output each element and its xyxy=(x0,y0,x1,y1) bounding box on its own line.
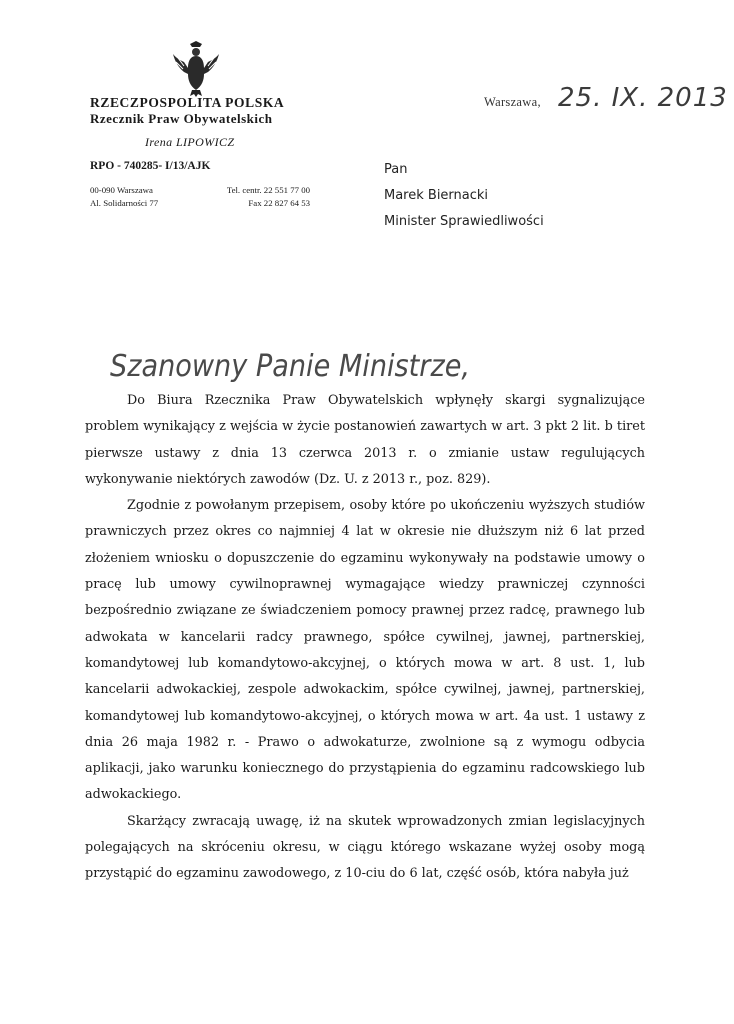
recipient-block xyxy=(384,157,544,235)
body-paragraph: Skarżący zwracają uwagę, iż na skutek wprowadzonych zmian legislacyjnych polegających na skróceniu okresu, w ciągu którego wskazane wyżej osoby mogą przystąpić do egzaminu zawodowego, z 10-ciu do 6 lat, część osób, która nabyła już xyxy=(85,813,645,882)
office-name: Rzecznik Praw Obywatelskich xyxy=(90,111,273,126)
reference-number: RPO - 740285- I/13/AJK xyxy=(90,160,211,172)
eagle-emblem-icon xyxy=(170,40,222,98)
postal-address xyxy=(90,184,158,210)
recipient-position: Minister Sprawiedliwości xyxy=(384,214,544,229)
handwritten-date xyxy=(556,78,728,118)
ombudsman-name: Irena LIPOWICZ xyxy=(145,135,235,149)
phone-number: Tel. centr. 22 551 77 00 xyxy=(226,185,310,195)
handwritten-salutation-text: Szanowny Panie Ministrze, xyxy=(110,349,470,384)
recipient-title: Pan xyxy=(384,162,408,177)
address-line: Al. Solidarności 77 xyxy=(90,198,159,208)
dateline-place: Warszawa, xyxy=(484,95,541,109)
body-paragraph: Zgodnie z powołanym przepisem, osoby które po ukończeniu wyższych studiów prawniczych przez okres co najmniej 4 lat w okresie nie dłuższym niż 6 lat przed złożeniem wniosku o dopuszczenie do egzaminu wykonywały na podstawie umowy o pracę lub umowy cywilnoprawnej wymagające wiedzy prawniczej czynności bezpośrednio związane ze świadczeniem pomocy prawnej przez radcę, prawnego lub adwokata w kancelarii radcy prawnego, spółce cywilnej, jawnej, partnerskiej, komandytowej lub komandytowo-akcyjnej, o których mowa w art. 8 ust. 1, lub kancelarii adwokackiej, zespole adwokackim, spółce cywilnej, jawnej, partnerskiej, komandytowej lub komandytowo-akcyjnej, o których mowa w art. 4a ust. 1 ustawy z dnia 26 maja 1982 r. - Prawo o adwokaturze, zwolnione są z wymogu odbycia aplikacji, jako warunku koniecznego do przystąpienia do egzaminu radcowskiego lub adwokackiego. xyxy=(85,498,645,803)
handwritten-date-text: 25. IX. 2013 xyxy=(558,83,728,113)
institution-name: RZECZPOSPOLITA POLSKA xyxy=(90,95,285,110)
body-paragraph: Do Biura Rzecznika Praw Obywatelskich wpłynęły skargi sygnalizujące problem wynikający z wejścia w życie postanowień zawartych w art. 3 pkt 2 lit. b tiret pierwsze ustawy z dnia 13 czerwca 2013 r. o zmianie ustaw regulujących wykonywanie niektórych zawodów (Dz. U. z 2013 r., poz. 829). xyxy=(85,393,645,487)
letter-body xyxy=(85,388,645,888)
recipient-name: Marek Biernacki xyxy=(384,188,489,203)
address-line: 00-090 Warszawa xyxy=(90,185,153,195)
fax-number: Fax 22 827 64 53 xyxy=(248,198,310,208)
contact-numbers xyxy=(198,184,310,210)
